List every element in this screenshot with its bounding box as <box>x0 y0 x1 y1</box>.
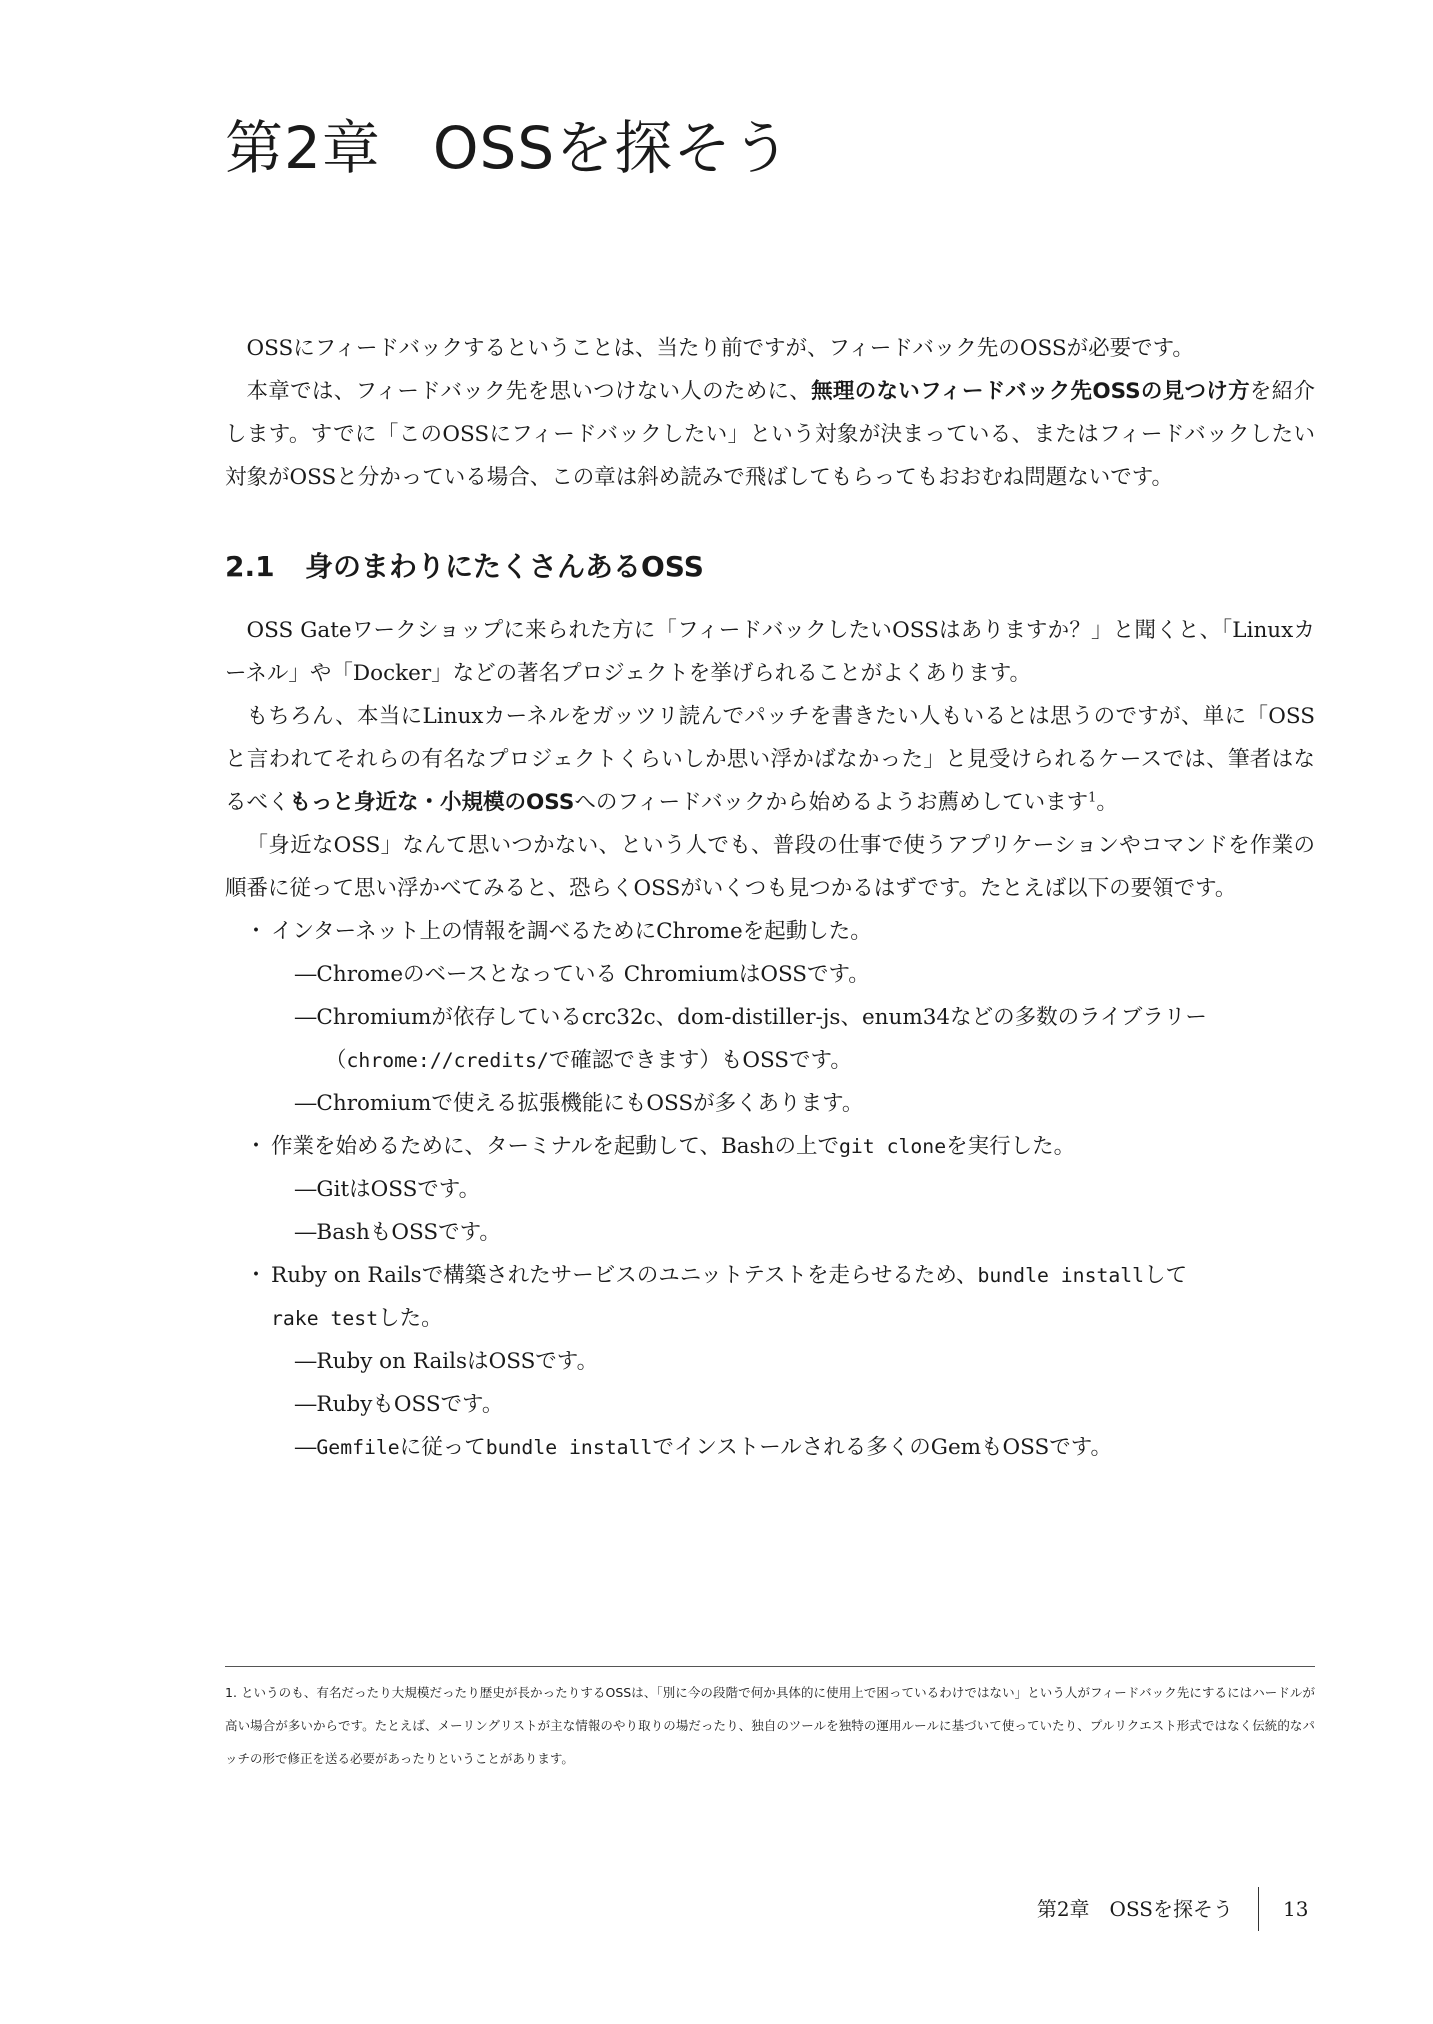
sub-list-item <box>271 1211 1315 1254</box>
section-paragraph-2 <box>225 695 1315 824</box>
paren-open: （ <box>325 1048 347 1073</box>
sub-list-item <box>271 1426 1315 1469</box>
footnote: 1. というのも、有名だったり大規模だったり歴史が長かったりするOSSは、「別に今の段階で何か具体的に使用上で困っているわけではない」という人がフィードバック先にするにはハードルが高い場合が多いからです。たとえば、メーリングリストが主な情報のやり取りの場だったり、独自のツールを独特の運用ルールに基づいて使っていたり、プルリクエスト形式ではなく伝統的なパッチの形で修正を送る必要があったりということがあります。 <box>225 1685 1315 1766</box>
dash-marker: ― <box>294 1349 317 1374</box>
sub-item-continuation <box>325 1039 1315 1082</box>
code-bundle-install: bundle install <box>977 1264 1145 1287</box>
section-p2-end: 。 <box>1096 790 1118 815</box>
main-content <box>225 327 1315 1469</box>
bullet-marker: ・ <box>245 919 267 944</box>
sub-item-text: BashもOSSです。 <box>316 1220 501 1245</box>
code-rake-test: rake test <box>271 1307 379 1330</box>
list-item-text-end: を実行した。 <box>946 1134 1076 1159</box>
sub-list <box>271 1168 1315 1254</box>
list-item-text: インターネット上の情報を調べるためにChromeを起動した。 <box>271 919 872 944</box>
sub-item-text: RubyもOSSです。 <box>316 1392 504 1417</box>
intro-p2-bold: 無理のないフィードバック先OSSの見つけ方 <box>811 379 1250 404</box>
section-paragraph-1: OSS Gateワークショップに来られた方に「フィードバックしたいOSSはありますか？」と聞くと、「Linuxカーネル」や「Docker」などの著名プロジェクトを挙げられることがよくあります。 <box>225 618 1315 686</box>
list-item-text-end: した。 <box>378 1306 443 1331</box>
list-item <box>225 910 1315 1125</box>
sub-item-text: Chromiumが依存しているcrc32c、dom-distiller-js、enum34などの多数のライブラリー <box>316 1005 1207 1030</box>
list-item-text-mid: して <box>1144 1263 1188 1288</box>
sub-item-text: Chromiumで使える拡張機能にもOSSが多くあります。 <box>316 1091 864 1116</box>
footer-divider <box>1258 1887 1259 1931</box>
section-title: 身のまわりにたくさんあるOSS <box>305 550 704 583</box>
code-chrome-credits: chrome://credits/ <box>346 1049 549 1072</box>
section-paragraph-3: 「身近なOSS」なんて思いつかない、という人でも、普段の仕事で使うアプリケーションやコマンドを作業の順番に従って思い浮かべてみると、恐らくOSSがいくつも見つかるはずです。たとえば以下の要領です。 <box>225 833 1315 901</box>
code-gemfile: Gemfile <box>316 1436 400 1459</box>
chapter-name: OSSを探そう <box>432 114 792 182</box>
intro-paragraph-1: OSSにフィードバックするということは、当たり前ですが、フィードバック先のOSSが必要です。 <box>246 336 1194 361</box>
bullet-marker: ・ <box>245 1263 267 1288</box>
sub-list-item <box>271 1082 1315 1125</box>
dash-marker: ― <box>294 1435 317 1460</box>
sub-list-item <box>271 996 1315 1082</box>
section-heading <box>225 547 1315 587</box>
bullet-marker: ・ <box>245 1134 267 1159</box>
sub-item-text: に従って <box>399 1435 486 1460</box>
sub-item-text: GitはOSSです。 <box>316 1177 481 1202</box>
code-bundle-install: bundle install <box>485 1436 653 1459</box>
intro-p2-text-a: 本章では、フィードバック先を思いつけない人のために、 <box>246 379 812 404</box>
sub-list-item <box>271 1383 1315 1426</box>
dash-marker: ― <box>294 962 317 987</box>
dash-marker: ― <box>294 1091 317 1116</box>
sub-item-text-end: でインストールされる多くのGemもOSSです。 <box>652 1435 1113 1460</box>
section-p2-text-b: へのフィードバックから始めるようお薦めしています <box>574 790 1089 815</box>
dash-marker: ― <box>294 1177 317 1202</box>
sub-item-text: Chromeのベースとなっている ChromiumはOSSです。 <box>316 962 870 987</box>
sub-item-text-end: で確認できます）もOSSです。 <box>548 1048 852 1073</box>
sub-list-item <box>271 1340 1315 1383</box>
section-p2-bold: もっと身近な・小規模のOSS <box>289 790 575 815</box>
sub-list <box>271 953 1315 1125</box>
sub-item-text: Ruby on RailsはOSSです。 <box>316 1349 599 1374</box>
list-item <box>225 1254 1315 1469</box>
chapter-number: 第2章 <box>225 114 381 182</box>
chapter-title <box>225 108 791 188</box>
section-p2-text-a: もちろん、本当にLinuxカーネルをガッツリ読んでパッチを書きたい人もいるとは思うのですが、単に「OSSと言われてそれらの有名なプロジェクトくらいしか思い浮かばなかった」と見受けられるケースでは、筆者はなるべく <box>225 704 1315 815</box>
footnote-divider <box>225 1666 1315 1667</box>
section-number: 2.1 <box>225 550 275 583</box>
dash-marker: ― <box>294 1220 317 1245</box>
list-item-text: 作業を始めるために、ターミナルを起動して、Bashの上で <box>271 1134 839 1159</box>
footnote-ref[interactable]: 1 <box>1088 790 1097 806</box>
code-git-clone: git clone <box>839 1135 947 1158</box>
dash-marker: ― <box>294 1392 317 1417</box>
intro-paragraph-2 <box>225 370 1315 499</box>
sub-list-item <box>271 1168 1315 1211</box>
page-number: 13 <box>1283 1897 1309 1921</box>
dash-marker: ― <box>294 1005 317 1030</box>
sub-list-item <box>271 953 1315 996</box>
intro-p2-text-b: を紹介します。すでに「このOSSにフィードバックしたい」という対象が決まっている、またはフィードバックしたい対象がOSSと分かっている場合、この章は斜め読みで飛ばしてもらってもおおむね問題ないです。 <box>225 379 1315 490</box>
list-item-text: Ruby on Railsで構築されたサービスのユニットテストを走らせるため、 <box>271 1263 978 1288</box>
list-item <box>225 1125 1315 1254</box>
example-list <box>225 910 1315 1469</box>
running-footer-chapter: 第2章 OSSを探そう <box>1036 1897 1233 1921</box>
sub-list <box>271 1340 1315 1469</box>
